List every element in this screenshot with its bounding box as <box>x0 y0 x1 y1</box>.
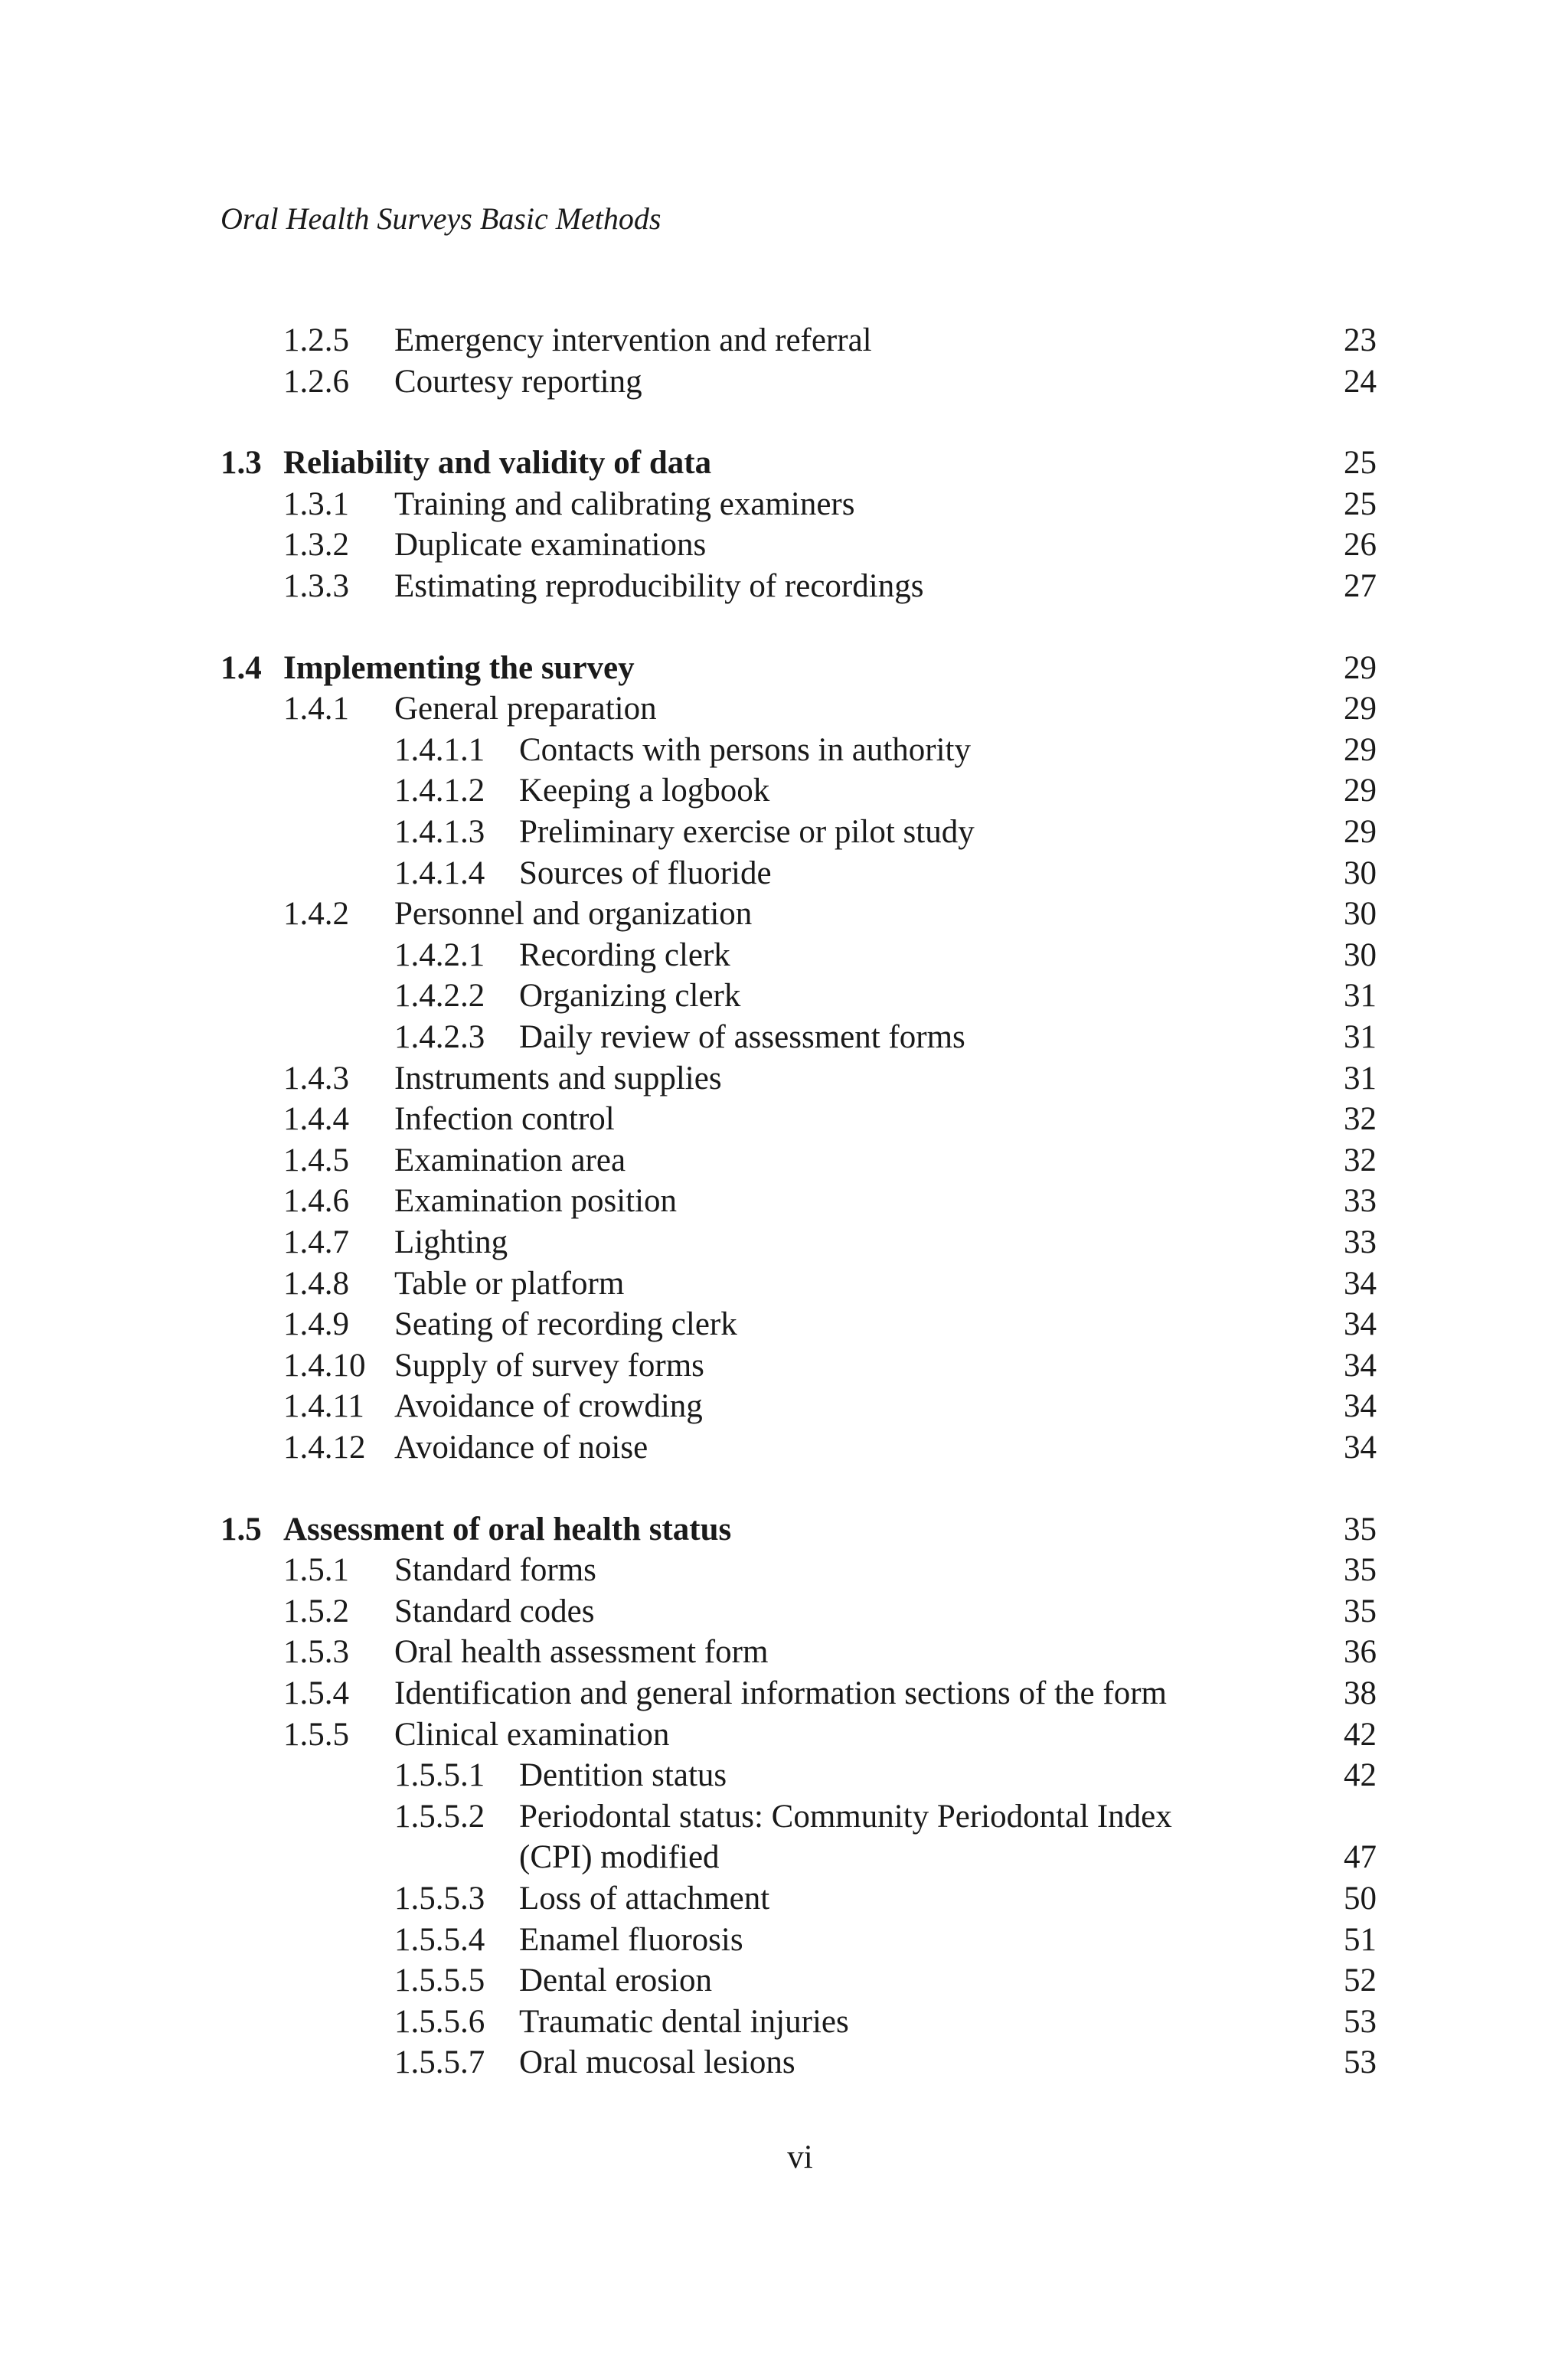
toc-entry-title: Traumatic dental injuries <box>519 2003 849 2040</box>
toc-entry <box>0 361 1568 404</box>
toc-entry-page: 53 <box>1344 2044 1377 2081</box>
toc-entry-number: 1.4.11 <box>283 1388 364 1425</box>
toc-entry-title: Training and calibrating examiners <box>394 485 855 522</box>
toc-entry-number: 1.5.5.7 <box>394 2044 485 2081</box>
toc-entry-page: 50 <box>1344 1881 1377 1917</box>
toc-entry-title: Clinical examination <box>394 1716 670 1753</box>
toc-entry <box>0 893 1568 936</box>
toc-entry-title: General preparation <box>394 691 657 727</box>
toc-entry <box>0 729 1568 772</box>
toc-entry-title: Standard codes <box>394 1593 595 1629</box>
toc-entry-page: 35 <box>1344 1593 1377 1629</box>
toc-entry-page: 29 <box>1344 649 1377 686</box>
page-number: vi <box>787 2139 813 2175</box>
toc-entry-page: 34 <box>1344 1347 1377 1384</box>
toc-entry-number: 1.3.3 <box>283 568 349 604</box>
toc-entry <box>0 1549 1568 1592</box>
toc-entry-title: Assessment of oral health status <box>283 1511 732 1547</box>
toc-entry-title: Examination position <box>394 1183 678 1220</box>
toc-entry <box>0 1919 1568 1962</box>
toc-entry-number: 1.5.5.4 <box>394 1921 485 1958</box>
toc-entry-number: 1.5.5.1 <box>394 1757 485 1794</box>
toc-entry <box>0 2041 1568 2084</box>
toc-entry-number: 1.5 <box>220 1511 262 1547</box>
toc-entry <box>0 1590 1568 1633</box>
toc-entry <box>0 1672 1568 1715</box>
toc-entry <box>0 1385 1568 1428</box>
toc-entry-page: 52 <box>1344 1962 1377 1999</box>
toc-entry <box>0 1959 1568 2002</box>
toc-entry-number: 1.5.5.3 <box>394 1881 485 1917</box>
toc-entry-title: Organizing clerk <box>519 978 741 1015</box>
toc-entry-title: Oral mucosal lesions <box>519 2044 795 2081</box>
toc-entry-number: 1.4.1.3 <box>394 814 485 850</box>
toc-entry <box>0 2001 1568 2044</box>
toc-entry-title: Avoidance of noise <box>394 1430 648 1466</box>
toc-entry-title: Contacts with persons in authority <box>519 731 971 768</box>
toc-entry-number: 1.4.2.3 <box>394 1019 485 1055</box>
toc-entry-number: 1.5.4 <box>283 1675 349 1711</box>
toc-entry-title: Seating of recording clerk <box>394 1306 737 1343</box>
toc-entry <box>0 852 1568 895</box>
toc-entry-number: 1.4.4 <box>283 1101 349 1138</box>
toc-entry-page: 53 <box>1344 2003 1377 2040</box>
toc-entry-number: 1.5.5.6 <box>394 2003 485 2040</box>
toc-entry-title: Keeping a logbook <box>519 773 770 809</box>
running-head: Oral Health Surveys Basic Methods <box>220 201 662 236</box>
toc-entry-number: 1.4.12 <box>283 1430 366 1466</box>
toc-section-entry <box>0 442 1568 485</box>
toc-entry-number: 1.4.10 <box>283 1347 366 1384</box>
toc-entry-title: Periodontal status: Community Periodontal Index <box>519 1798 1172 1835</box>
toc-entry-page: 36 <box>1344 1634 1377 1671</box>
toc-entry-title: Table or platform <box>394 1265 625 1302</box>
toc-entry <box>0 1098 1568 1141</box>
toc-entry-title: Supply of survey forms <box>394 1347 704 1384</box>
toc-entry-page: 29 <box>1344 773 1377 809</box>
toc-entry-page: 32 <box>1344 1101 1377 1138</box>
toc-entry-number: 1.5.5.5 <box>394 1962 485 1999</box>
toc-entry-page: 23 <box>1344 322 1377 358</box>
toc-entry <box>0 770 1568 812</box>
toc-entry-title: Sources of fluoride <box>519 855 772 891</box>
toc-entry-page: 34 <box>1344 1306 1377 1343</box>
toc-entry-page: 30 <box>1344 896 1377 933</box>
toc-entry-page: 33 <box>1344 1224 1377 1260</box>
toc-entry <box>0 1754 1568 1797</box>
toc-entry-title: Emergency intervention and referral <box>394 322 872 358</box>
toc-entry-number: 1.5.3 <box>283 1634 349 1671</box>
toc-entry-number: 1.4.9 <box>283 1306 349 1343</box>
toc-entry-title: Infection control <box>394 1101 615 1138</box>
toc-entry-title: Dental erosion <box>519 1962 712 1999</box>
toc-entry-number: 1.3.1 <box>283 485 349 522</box>
toc-entry <box>0 1221 1568 1264</box>
toc-section-entry <box>0 1508 1568 1551</box>
toc-entry-title: Estimating reproducibility of recordings <box>394 568 924 604</box>
toc-entry-page: 30 <box>1344 936 1377 973</box>
toc-entry <box>0 1796 1568 1838</box>
toc-entry-page: 35 <box>1344 1552 1377 1589</box>
toc-entry-title: Examination area <box>394 1142 626 1178</box>
toc-entry-title: Preliminary exercise or pilot study <box>519 814 975 850</box>
toc-entry-page: 51 <box>1344 1921 1377 1958</box>
toc-entry-number: 1.3.2 <box>283 527 349 564</box>
toc-entry <box>0 1877 1568 1920</box>
toc-entry-number: 1.3 <box>220 445 262 482</box>
toc-entry <box>0 1303 1568 1346</box>
toc-entry <box>0 1427 1568 1469</box>
toc-entry-page: 30 <box>1344 855 1377 891</box>
toc-entry-title: Identification and general information sections of the form <box>394 1675 1167 1711</box>
toc-entry <box>0 524 1568 567</box>
toc-entry-title: Reliability and validity of data <box>283 445 712 482</box>
toc-entry-number: 1.4.1.1 <box>394 731 485 768</box>
toc-entry-number: 1.4.7 <box>283 1224 349 1260</box>
toc-entry-page: 34 <box>1344 1430 1377 1466</box>
toc-entry-number: 1.4.2 <box>283 896 349 933</box>
toc-entry-page: 29 <box>1344 691 1377 727</box>
toc-entry <box>0 1016 1568 1059</box>
toc-entry <box>0 1714 1568 1757</box>
toc-entry-page: 25 <box>1344 485 1377 522</box>
toc-entry-page: 29 <box>1344 814 1377 850</box>
toc-entry-page: 35 <box>1344 1511 1377 1547</box>
toc-entry-page: 34 <box>1344 1265 1377 1302</box>
toc-entry-page: 32 <box>1344 1142 1377 1178</box>
toc-entry-number: 1.2.6 <box>283 363 349 400</box>
toc-entry-number: 1.4.8 <box>283 1265 349 1302</box>
toc-entry-title: Personnel and organization <box>394 896 753 933</box>
toc-entry-number: 1.4.2.2 <box>394 978 485 1015</box>
toc-entry-title: Daily review of assessment forms <box>519 1019 965 1055</box>
toc-entry-number: 1.5.2 <box>283 1593 349 1629</box>
toc-entry-title: Lighting <box>394 1224 508 1260</box>
toc-entry <box>0 688 1568 730</box>
toc-entry-number: 1.5.1 <box>283 1552 349 1589</box>
toc-entry-title: Recording clerk <box>519 936 730 973</box>
toc-entry-page: 31 <box>1344 1060 1377 1096</box>
toc-entry-page: 33 <box>1344 1183 1377 1220</box>
toc-entry-page: 27 <box>1344 568 1377 604</box>
toc-entry-number: 1.4.2.1 <box>394 936 485 973</box>
toc-entry-title: (CPI) modified <box>519 1839 720 1876</box>
toc-entry-title: Duplicate examinations <box>394 527 707 564</box>
toc-entry-title: Instruments and supplies <box>394 1060 722 1096</box>
toc-entry <box>0 1180 1568 1223</box>
toc-entry-number: 1.4.3 <box>283 1060 349 1096</box>
toc-entry-page: 25 <box>1344 445 1377 482</box>
toc-entry-title: Oral health assessment form <box>394 1634 769 1671</box>
toc-entry-title: Avoidance of crowding <box>394 1388 703 1425</box>
toc-entry-number: 1.4.1.4 <box>394 855 485 891</box>
toc-entry <box>0 565 1568 608</box>
toc-entry-number: 1.4 <box>220 649 262 686</box>
toc-entry-page: 26 <box>1344 527 1377 564</box>
toc-entry-page: 29 <box>1344 731 1377 768</box>
toc-entry-title: Implementing the survey <box>283 649 635 686</box>
toc-section-entry <box>0 647 1568 690</box>
toc-entry-title: Dentition status <box>519 1757 727 1794</box>
toc-entry <box>0 1345 1568 1387</box>
toc-entry-number: 1.4.1 <box>283 691 349 727</box>
toc-entry-title: Enamel fluorosis <box>519 1921 743 1958</box>
toc-entry-number: 1.4.1.2 <box>394 773 485 809</box>
toc-entry-page: 24 <box>1344 363 1377 400</box>
toc-entry-page: 47 <box>1344 1839 1377 1876</box>
toc-entry-number: 1.2.5 <box>283 322 349 358</box>
toc-entry-page: 42 <box>1344 1716 1377 1753</box>
toc-entry <box>0 1263 1568 1306</box>
toc-entry <box>0 483 1568 526</box>
toc-entry-number: 1.4.5 <box>283 1142 349 1178</box>
toc-entry <box>0 319 1568 362</box>
toc-entry-page: 42 <box>1344 1757 1377 1794</box>
toc-entry-page: 34 <box>1344 1388 1377 1425</box>
toc-entry-number: 1.5.5.2 <box>394 1798 485 1835</box>
toc-entry-page: 31 <box>1344 978 1377 1015</box>
toc-entry <box>0 934 1568 977</box>
toc-entry-title: Loss of attachment <box>519 1881 770 1917</box>
toc-entry <box>0 811 1568 854</box>
toc-entry <box>0 1631 1568 1674</box>
toc-entry <box>0 1057 1568 1100</box>
toc-entry <box>0 1139 1568 1182</box>
toc-entry-number: 1.5.5 <box>283 1716 349 1753</box>
toc-entry-page: 38 <box>1344 1675 1377 1711</box>
toc-entry-title: Standard forms <box>394 1552 596 1589</box>
toc-entry-page: 31 <box>1344 1019 1377 1055</box>
toc-entry-number: 1.4.6 <box>283 1183 349 1220</box>
toc-entry <box>0 975 1568 1018</box>
toc-entry <box>0 1836 1568 1879</box>
toc-entry-title: Courtesy reporting <box>394 363 642 400</box>
